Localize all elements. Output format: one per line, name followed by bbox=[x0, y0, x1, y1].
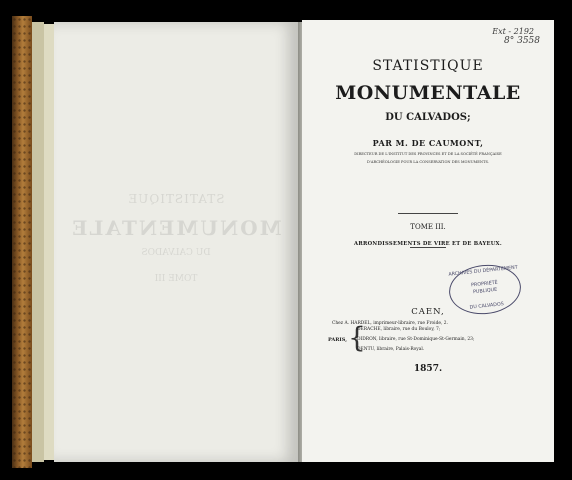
title-line-2: MONUMENTALE bbox=[335, 82, 521, 104]
brace-glyph: { bbox=[348, 321, 366, 354]
title-line-1: STATISTIQUE bbox=[372, 58, 484, 74]
marbled-binding bbox=[12, 16, 32, 468]
imprint-bookseller: DERACHE, libraire, rue du Bouloy, 7; bbox=[357, 327, 441, 332]
author-role: D'ARCHÉOLOGIE POUR LA CONSERVATION DES MONUMENTS. bbox=[367, 160, 489, 164]
volume-subtitle: ARRONDISSEMENTS DE VIRE ET DE BAYEUX. bbox=[354, 241, 502, 247]
show-through-text: TOME III bbox=[154, 274, 198, 284]
stamp-text: PROPRIÉTÉ bbox=[470, 280, 498, 289]
stamp-text: DU CALVADOS bbox=[469, 302, 505, 311]
imprint-publisher: Chez A. HARDEL, imprimeur-libraire, rue Froide, 2. bbox=[332, 321, 448, 326]
imprint-paris-label: PARIS, bbox=[328, 337, 347, 343]
imprint-bookseller: DENTU, libraire, Palais-Royal. bbox=[357, 347, 425, 352]
author-role: DIRECTEUR DE L'INSTITUT DES PROVINCES ET DE LA SOCIÉTÉ FRANÇAISE bbox=[354, 152, 502, 156]
handwritten-shelfmark: Ext - 2192 bbox=[492, 27, 534, 36]
show-through-text: DU CALVADOS bbox=[141, 248, 211, 258]
handwritten-shelfmark: 8° 3558 bbox=[504, 36, 540, 46]
page-edges bbox=[32, 22, 44, 462]
author: PAR M. DE CAUMONT, bbox=[372, 138, 484, 148]
ornament-rule bbox=[410, 247, 446, 248]
title-line-3: DU CALVADOS; bbox=[385, 112, 471, 123]
stamp-text: PUBLIQUE bbox=[472, 287, 498, 296]
ornament-rule bbox=[398, 213, 458, 214]
stamp-text: ARCHIVES DU DÉPARTEMENT bbox=[448, 265, 518, 278]
show-through-text: STATISTIQUE bbox=[127, 192, 225, 206]
volume-number: TOME III. bbox=[410, 223, 446, 231]
title-page bbox=[302, 20, 554, 462]
show-through-text: MONUMENTALE bbox=[70, 216, 282, 240]
page-edges-inner bbox=[44, 24, 54, 460]
imprint-city: CAEN, bbox=[411, 307, 445, 317]
left-page bbox=[54, 22, 298, 462]
imprint-bookseller: DIDRON, libraire, rue St-Dominique-St-Germain, 23; bbox=[357, 337, 475, 342]
imprint-year: 1857. bbox=[413, 364, 443, 374]
